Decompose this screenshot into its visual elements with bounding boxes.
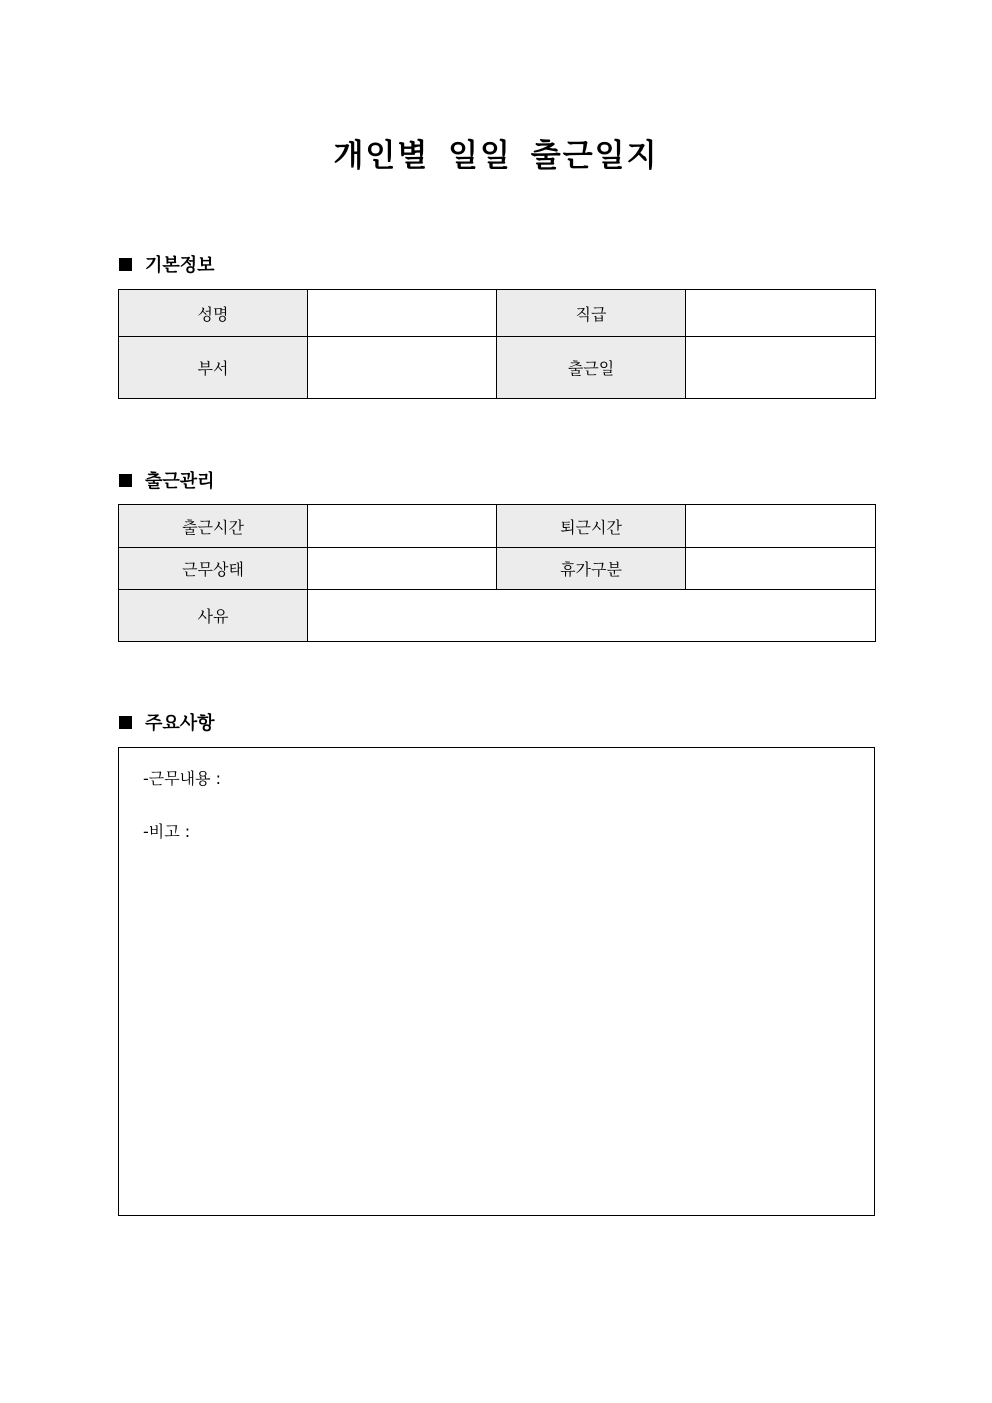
square-bullet-icon — [119, 474, 132, 487]
checkout-time-label: 퇴근시간 — [497, 505, 686, 548]
department-label: 부서 — [119, 337, 308, 399]
section-heading-basic-info — [119, 251, 215, 277]
square-bullet-icon — [119, 258, 132, 271]
reason-label: 사유 — [119, 590, 308, 642]
remarks-line: -비고 : — [143, 822, 191, 841]
section-heading-label: 주요사항 — [145, 713, 215, 734]
work-status-field[interactable] — [308, 548, 497, 590]
rank-field[interactable] — [686, 290, 876, 337]
checkin-time-field[interactable] — [308, 505, 497, 548]
section-heading-label: 출근관리 — [145, 471, 215, 492]
section-heading-notes — [119, 709, 215, 735]
section-heading-label: 기본정보 — [145, 255, 215, 276]
square-bullet-icon — [119, 716, 132, 729]
work-content-line: -근무내용 : — [143, 769, 222, 788]
rank-label: 직급 — [497, 290, 686, 337]
reason-field[interactable] — [308, 590, 876, 642]
leave-type-label: 휴가구분 — [497, 548, 686, 590]
table-row — [119, 505, 876, 548]
name-field[interactable] — [308, 290, 497, 337]
department-field[interactable] — [308, 337, 497, 399]
name-label: 성명 — [119, 290, 308, 337]
leave-type-field[interactable] — [686, 548, 876, 590]
table-row — [119, 548, 876, 590]
checkin-time-label: 출근시간 — [119, 505, 308, 548]
table-row — [119, 290, 876, 337]
section-heading-attendance — [119, 467, 215, 493]
notes-textarea[interactable] — [118, 747, 875, 1216]
table-row — [119, 337, 876, 399]
workday-label: 출근일 — [497, 337, 686, 399]
page-title: 개인별 일일 출근일지 — [333, 138, 659, 174]
workday-field[interactable] — [686, 337, 876, 399]
basic-info-table — [118, 289, 876, 399]
checkout-time-field[interactable] — [686, 505, 876, 548]
attendance-table — [118, 504, 876, 642]
work-status-label: 근무상태 — [119, 548, 308, 590]
table-row — [119, 590, 876, 642]
